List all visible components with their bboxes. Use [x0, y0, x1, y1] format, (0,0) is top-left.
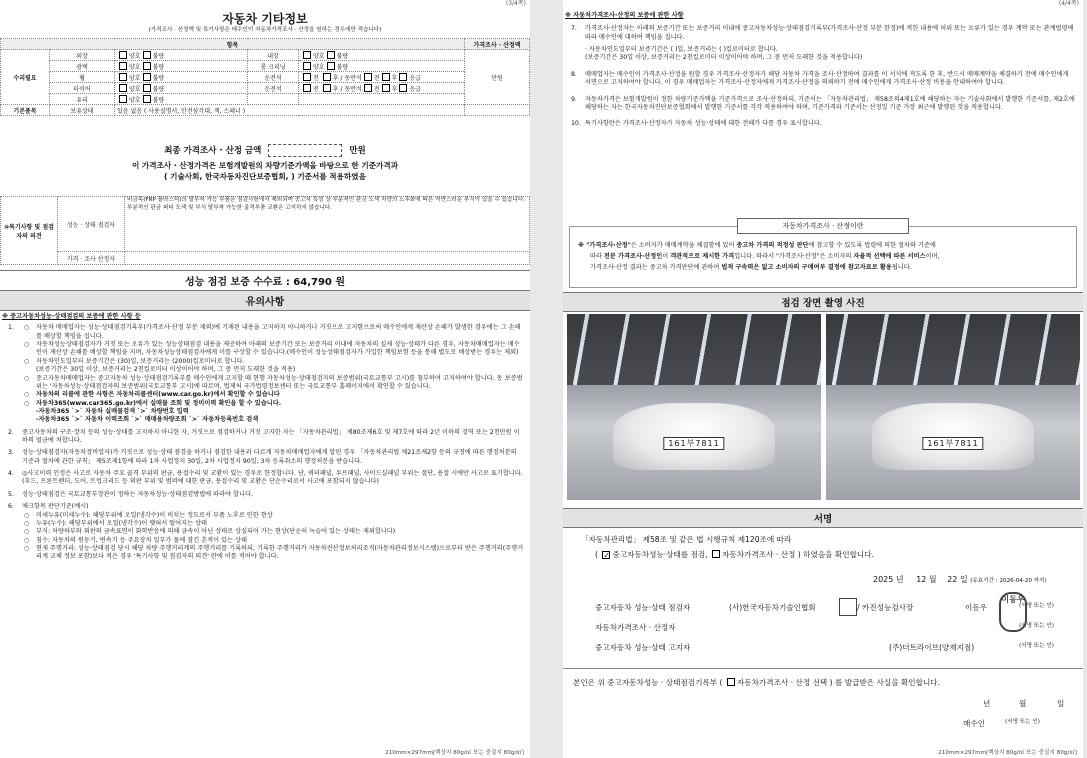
- fee-line: 성능 점검 보증 수수료 : 64,790 원: [0, 270, 530, 291]
- notice-body: [2, 313, 528, 566]
- notice-sub: ○ 자동차성능상태점검자가 거짓 또는 오류가 있는 성능상태점검 내용을 제공하여 아래의 보증기간 또는 보증거리 이내에 자동차의 실제 성능·상태가 다른 경우, 자동차매매업자는 매수인이 재산상 손해를 배상할 책임을 지며, 자동차성능상태점검자에게 이를 구상할 수 있습니다.(매수인이 성능상태점검자가 가입한 책임보험 등을 통해 별도로 배상받는 경우는 제외): [22, 341, 524, 358]
- other-info-title: 자동차 기타정보: [222, 12, 308, 26]
- buyer-label: 매수인: [963, 719, 986, 728]
- checkbox-inspection[interactable]: [602, 551, 610, 559]
- footer-left: 210mm×297mm[백상지 80g/㎡ 또는 중질지 80g/㎡]: [385, 750, 524, 757]
- other-info-subtitle: (가격조사 · 산정액 및 특기사항은 매수인이 자동차가격조사 · 산정을 원하는 경우에만 적습니다): [148, 27, 382, 33]
- receipt-text: 본인은 위 중고자동차성능 · 상태점검기록부 ( 자동차가격조사 · 산정 선택 ) 를 발급받은 사실을 확인합니다.: [573, 678, 941, 687]
- basic-items: 있음 없음 ( 사용설명서, 안전삼각대, 잭, 스패너 ): [115, 105, 465, 116]
- notice-item-2: 2. 중고자동차의 구조·장치 등의 성능·상태를 고지하지 아니한 자, 거짓으로 점검하거나 거짓 고지한 자는 「자동차관리법」 제80조제6호 및 제7호에 따라 2년 이하의 징역 또는 2천만원 이하의 벌금에 처합니다.: [8, 428, 520, 445]
- final-note-2: ( 기술사회, 한국자동차진단보증협회, ) 기준서를 적용하였음: [164, 172, 366, 181]
- row-label: 운전석: [248, 83, 299, 94]
- appraisal-item-7-note: (보증기간은 30일 이상, 보증거리는 2천킬로미터 이상이어야 하며, 그 중 먼저 도래한 것을 적용합니다): [585, 54, 863, 62]
- appraisal-notice: [565, 12, 1079, 133]
- signer-appraiser: 자동차가격조사 · 산정자 (서명 또는 인): [595, 623, 1054, 632]
- row-label: 타이어: [50, 83, 115, 94]
- final-price-block: [0, 144, 530, 182]
- price-unit: 만원: [465, 50, 530, 105]
- sign-title: 서명: [563, 508, 1083, 528]
- sign-date: 2025 년 12 월 22 일 (유효기간 : 2026-04-20 까지): [873, 575, 1047, 584]
- col-item: 항목: [1, 39, 465, 50]
- row-label: 유리: [50, 94, 115, 105]
- signature-seal: 이동우: [999, 592, 1027, 632]
- opinion-appraiser: 가격 · 조사 산정자: [58, 252, 125, 265]
- signer-notifier: 중고자동차 성능·상태 고지자 (주)더트라이브(양재지점) (서명 또는 인): [595, 643, 1054, 652]
- appraisal-box-text: ※ "가격조사·산정"은 소비자가 매매계약을 체결함에 있어 중고차 가격의 적정성 판단에 참고할 수 있도록 법령에 의한 절차와 기준에 따라 전문 가격조사·산정인이 객관적으로 제시한 가격입니다. 따라서 "가격조사·산정"은 소비자의 자율적 선택에 따른 서비스이며, 가격조사·산정 결과는 중고차 가격판단에 관하여 법적 구속력은 없고 소비자의 구매여부 결정에 참고자료로 활용됩니다.: [578, 242, 940, 271]
- sign-line-1: 「자동차관리법」 제58조 및 같은 법 시행규칙 제120조에 따라: [581, 535, 792, 544]
- plate-2: 161부7811: [922, 437, 983, 450]
- final-note: 이 가격조사 · 산정가격은 보험개발원의 차량기준가액을 바탕으로 한 기준가격과: [131, 161, 399, 170]
- notice-sub: ○ 자동차인도일부터 보증기간은 (30)일, 보증거리는 (2000)킬로미터로 합니다.: [22, 358, 524, 366]
- appraisal-item-8: 8. 매매업자는 매수인이 가격조사·산정을 원할 경우 가격조사·산정자가 해당 자동차 가격을 조사·산정하여 결과를 이 서식에 적도록 한 후, 반드시 매매계약을 체결하기 전에 매수인에게 서면으로 고지하여야 합니다. 이 경우 매매업자는 가격조사·산정자에게 가격조사·산정을 의뢰하기 전에 매수인에게 가격조사·산정 비용을 안내하여야 합니다.: [571, 70, 1069, 87]
- notice-sub: ○ 자동차의 리콜에 관한 사항은 자동차리콜센터(www.car.go.kr)에서 확인할 수 있습니다: [22, 391, 524, 399]
- row-label: 내장: [248, 50, 299, 61]
- notice-sub: -자동차365 `>` 자동차 이력조회 `>` 매매용차량조회 `>` 자동차등록번호 검색: [36, 416, 259, 424]
- opinion-inspector: 성능 · 상태 점검자: [58, 197, 125, 252]
- notice-item-3: 3. 성능·상태점검자(자동차정비업자)가 거짓으로 성능·상태 점검을 하거나 점검한 내용과 다르게 자동차매매업자에게 알린 경우 「자동차관리법 제21조제2항 등의 규정에 따른 행정처분의 기준과 절차에 관한 규칙」 제5조제1항에 따라 1차 사업정지 30일, 2차 사업정지 90일, 3차 등록취소의 행정처분을 받습니다.: [8, 449, 517, 465]
- opinion-label: ⑩특기사항 및 점검자의 의견: [1, 197, 58, 265]
- checkbox[interactable]: [303, 51, 311, 59]
- notice-sub: ○ 자동차365(www.car365.go.kr)에서 실매물 조회 및 정비이력 확인을 할 수 있습니다.: [22, 400, 524, 408]
- notice-sub: (보증기간은 30일 이상, 보증거리는 2천킬로미터 이상이어야 하며, 그 중 먼저 도래한 것을 적용): [36, 366, 296, 374]
- receipt-block: 본인은 위 중고자동차성능 · 상태점검기록부 ( 자동차가격조사 · 산정 선택 ) 를 발급받은 사실을 확인합니다. 년 월 일 매수인 (서명 또는 인): [563, 668, 1083, 728]
- basic-label: 보유상태: [50, 105, 115, 116]
- final-price-label: 최종 가격조사 · 산정 금액: [164, 146, 262, 156]
- validity: (유효기간 : 2026-04-20 까지): [970, 578, 1047, 584]
- sign-line-2: ( ✓중고자동차성능·상태를 점검, 자동차가격조사 · 산정 ) 하였음을 확인합니다.: [581, 549, 1077, 560]
- notice-heading: ※ 중고자동차성능·상태점검의 보증에 관한 사항 등: [2, 313, 141, 320]
- page-number: (4/4쪽): [1058, 0, 1079, 7]
- row-label: 운전석: [248, 72, 299, 83]
- sign-block: [581, 534, 1077, 560]
- appraisal-heading: ※ 자동차가격조사·산정의 보증에 관한 사항: [565, 12, 684, 19]
- row-label: 광택: [50, 61, 115, 72]
- final-price-unit: 만원: [349, 146, 366, 156]
- col-price: 가격조사 · 산정액: [465, 39, 530, 50]
- appraisal-item-7: 7. 가격조사·산정자는 아래의 보증기간 또는 보증거리 이내에 중고자동차성능·상태점검기록부(가격조사·산정 부분 한정)에 적힌 내용에 허위 또는 오류가 있는 경우 계약 또는 관계법령에 따라 매수인에 대하여 책임을 집니다.: [571, 25, 1074, 41]
- page-number: (3/4쪽): [505, 0, 526, 7]
- appraisal-item-7-sub: · 자동차인도일부터 보증기간은 ( )일, 보증거리는 ( )킬로미터로 합니다.: [585, 46, 778, 54]
- footer-right: 210mm×297mm[백상지 80g/㎡ 또는 중질지 80g/㎡]: [938, 750, 1077, 757]
- signer-inspector: 중고자동차 성능·상태 점검자 (사)한국자동차기술인협회 / 카진성능검사장 이동우 (서명 또는 인): [595, 598, 1075, 620]
- other-info-table: 항목 가격조사 · 산정액 수리필요 외장 양호 불량 내장 양호 불량 만원 광택 양호 불량 룸 크리닝 양호 불량 휠 양호 불량 운전석 전 후 / 동반석 전 후 응급 타이어 양호 불량 운전석 전 후 / 동반석 전 후 응급 유리 양호 불량 기본품목 보유상태 있음 없음 ( 사용설명서, 안전삼각대, 잭, 스패너 ): [0, 38, 530, 116]
- final-price-input[interactable]: [268, 144, 342, 157]
- row-label: 룸 크리닝: [248, 61, 299, 72]
- notice-title: 유의사항: [0, 290, 530, 311]
- group-repair: 수리필요: [1, 50, 50, 105]
- checkbox-receipt[interactable]: [727, 678, 735, 686]
- appraisal-box: [569, 222, 1077, 288]
- notice-sub: ○ 중고자동차매매업자는 중고자동차 성능·상태점검기록부를 매수인에게 고지할 때 현행 자동차성능·상태점검자의 보증범위(국토교통부 고시)를 첨부하여 고지하여야 합니다. 동 보증범위는 '자동차성능·상태점검자의 보증범위(국토교통부 고시)에 따르며, 법제처 국가법령정보센터 또는 국토교통부 홈페이지에서 확인할 수 있습니다.: [22, 375, 524, 392]
- inspection-photo-2: [826, 314, 1080, 500]
- checkbox-appraisal[interactable]: [712, 550, 720, 558]
- page-right: [563, 0, 1083, 758]
- notice-item-6: 6. 체크항목 판단기준(예시) ○ 미세누유(미세누수): 해당부위에 오일(냉각수)이 비치는 정도로서 부품 노후로 인한 현상 ○ 누유(누수): 해당부위에서 오일(냉각수)이 맺혀서 떨어지는 상태 ○ 부식: 차량하부와 외판의 금속표면이 화학반응에 의해 금속이 아닌 상태로 상실되어 가는 현상(단순히 녹슬어 있는 상태는 제외합니다) ○ 침수: 자동차의 원동기, 변속기 등 주요장치 일부가 물에 잠긴 흔적이 있는 상태 ○ 현재 주행거리: 성능·상태점검 당시 해당 차량 주행거리계의 주행거리를 기록하되, 기록한 주행거리가 자동차전산정보처리조직(자동차관리정보시스템)으로부터 받은 주행거리(주행거리계 교체 정보 포함)보다 적은 경우 '특기사항 및 점검자의 의견' 란에 이를 적어야 합니다.: [2, 503, 528, 562]
- association-stamp-icon: [839, 598, 857, 616]
- appraisal-box-title: 자동차가격조사 · 산정이란: [737, 218, 909, 234]
- checkbox[interactable]: [119, 51, 127, 59]
- notice-sub: ○ 자동차 매매업자는 성능·상태점검기록부(가격조사·산정 부분 제외)에 기재된 내용을 고지하지 아니하거나 거짓으로 고지함으로써 매수인에게 재산상 손해가 발생한 경우에는 그 손해를 배상할 책임을 집니다.: [22, 324, 524, 341]
- opinion-text: 비금속(FRP 플라스틱)의 탈부착 가능 부품은 점검사항에서 제외되며 중고차 특성 상 부분적인 판금 도색 차량의 노후화에 따른 자연스러운 부식이 있을 수 있습니다. 부분적인 판금 퍼티 도색 및 부식 탈부착 가능한 골격부품 교환은 고지하지 않습니다.: [125, 197, 530, 252]
- notice-sub: -자동차365 `>` 자동차 실매물검색 `>` 차량번호 입력: [36, 407, 189, 415]
- row-label: 휠: [50, 72, 115, 83]
- buyer-sig: (서명 또는 인): [1005, 719, 1040, 725]
- notice-item-1: 1. ○ 자동차 매매업자는 성능·상태점검기록부(가격조사·산정 부분 제외)에 기재된 내용을 고지하지 아니하거나 거짓으로 고지함으로써 매수인에게 재산상 손해가 발생한 경우에는 그 손해를 배상할 책임을 집니다. ○ 자동차성능상태점검자가 거짓 또는 오류가 있는 성능상태점검 내용을 제공하여 아래의 보증기간 또는 보증거리 이내에 자동차의 실제 성능·상태가 다른 경우, 자동차매매업자는 매수인이 재산상 손해를 배상할 책임을 지며, 자동차성능상태점검자에게 이를 구상할 수 있습니다.(매수인이 성능상태점검자가 가입한 책임보험 등을 통해 별도로 배상받는 경우는 제외) ○ 자동차인도일부터 보증기간은 (30)일, 보증거리는 (2000)킬로미터로 합니다. (보증기간은 30일 이상, 보증거리는 2천킬로미터 이상이어야 하며, 그 중 먼저 도래한 것을 적용) ○ 중고자동차매매업자는 중고자동차 성능·상태점검기록부를 매수인에게 고지할 때 현행 자동차성능·상태점검자의 보증범위(국토교통부 고시)를 첨부하여 고지하여야 합니다. 동 보증범위는 '자동차성능·상태점검자의 보증범위(국토교통부 고시)에 따르며, 법제처 국가법령정보센터 또는 국토교통부 홈페이지에서 확인할 수 있습니다. ○ 자동차의 리콜에 관한 사항은 자동차리콜센터(www.car.go.kr)에서 확인할 수 있습니다 ○ 자동차365(www.car365.go.kr)에서 실매물 조회 및 정비이력 확인을 할 수 있습니다. -자동차365 `>` 자동차 실매물검색 `>` 차량번호 입력 -자동차365 `>` 자동차 이력조회 `>` 매매용차량조회 `>` 자동차등록번호 검색: [2, 324, 528, 424]
- appraisal-item-9: 9. 자동차가격은 보험개발원이 정한 차량기준가액을 기준가격으로 조사·산정하되, 기준서는 「자동차관리법」 제58조의4제1호에 해당하는 자는 기술사회에서 발행한 기준서를, 제2호에 해당하는 자는 한국자동차진단보증협회에서 발행한 기준서를 각각 적용하여야 하며, 기준가격과 기준서는 산정일 기준 가장 최근에 발행된 것을 적용합니다.: [571, 95, 1075, 111]
- plate-1: 161부7811: [663, 437, 724, 450]
- appraisal-item-10: 10. 특기사항란은 가격조사·산정자가 자동차 성능·상태에 대한 견해가 다를 경우 표시합니다.: [571, 120, 822, 128]
- checkbox[interactable]: [143, 51, 151, 59]
- notice-item-4: 4. ◎사고이력 인정은 사고로 자동차 주요 골격 부위의 판금, 용접수리 및 교환이 있는 경우로 한정합니다. 단, 쿼터패널, 루프패널, 사이드실패널 부위는 절단, 용접 시에만 사고로 표기합니다. (후드, 프론트펜더, 도어, 트렁크리드 등 외판 부위 및 범퍼에 대한 판금, 용접수리 및 교환은 단순수리로서 사고에 포함되지 않습니다): [8, 470, 523, 486]
- inspection-photo-1: [567, 314, 821, 500]
- photo-title: 점검 장면 촬영 사진: [563, 292, 1083, 312]
- page-left: [0, 0, 530, 758]
- other-info-header: [0, 10, 530, 35]
- notice-item-5: 5. 성능·상태점검은 국토교통부장관이 정하는 자동차성능·상태점검방법에 따라야 합니다.: [8, 490, 253, 498]
- row-label: 외장: [50, 50, 115, 61]
- group-basic: 기본품목: [1, 105, 50, 116]
- opinion-table: [0, 196, 530, 265]
- checkbox[interactable]: [327, 51, 335, 59]
